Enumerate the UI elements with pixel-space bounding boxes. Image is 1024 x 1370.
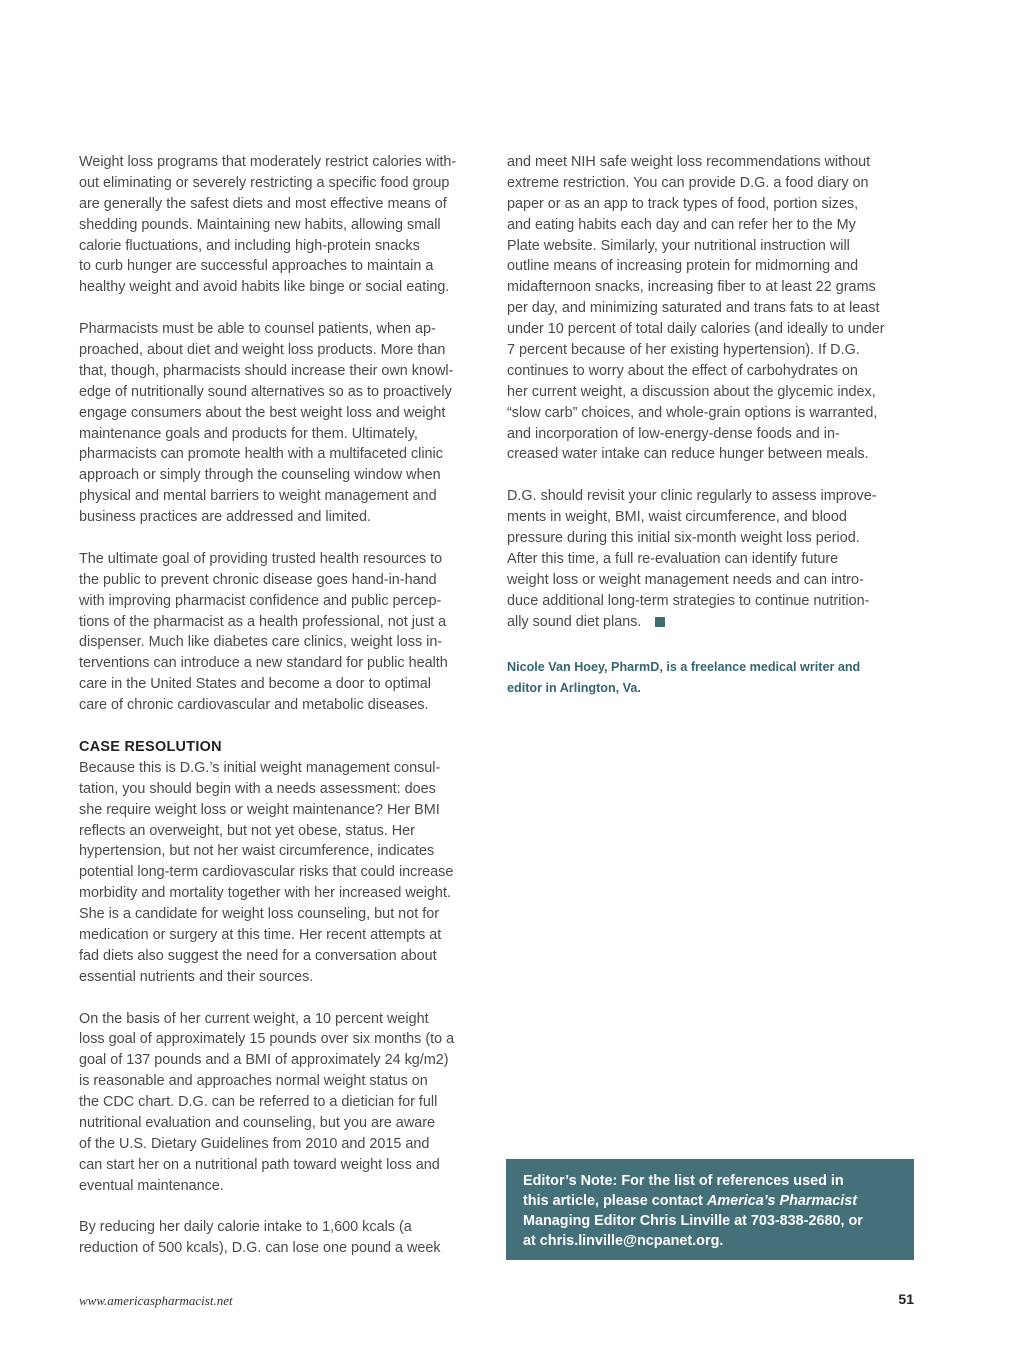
section-heading-case-resolution: CASE RESOLUTION: [79, 738, 222, 755]
footer-website-url: www.americaspharmacist.net: [79, 1293, 233, 1308]
text-line: shedding pounds. Maintaining new habits, allowing small: [79, 216, 441, 233]
left-column: [79, 152, 491, 1280]
text-line: outline means of increasing protein for midmorning and: [507, 258, 859, 275]
text-line: ally sound diet plans.: [507, 613, 642, 630]
paragraph-pharmacists-counsel: [79, 319, 491, 528]
text-line: her current weight, a discussion about the glycemic index,: [507, 383, 876, 400]
text-line: reflects an overweight, but not yet obese, status. Her: [79, 822, 415, 839]
text-line: healthy weight and avoid habits like binge or social eating.: [79, 279, 450, 296]
text-line: care of chronic cardiovascular and metabolic diseases.: [79, 697, 429, 714]
text-line: dispenser. Much like diabetes care clinics, weight loss in-: [79, 634, 443, 651]
author-bio-line: Nicole Van Hoey, PharmD, is a freelance medical writer and: [507, 660, 861, 674]
text-line: reduction of 500 kcals), D.G. can lose one pound a week: [79, 1240, 441, 1257]
editors-note-line: Editor’s Note: For the list of references used in: [523, 1173, 844, 1189]
editors-note-line: Managing Editor Chris Linville at 703-838-2680, or: [523, 1213, 863, 1229]
text-line: physical and mental barriers to weight management and: [79, 488, 437, 505]
text-line: fad diets also suggest the need for a conversation about: [79, 947, 437, 964]
text-line: “slow carb” choices, and whole-grain options is warranted,: [507, 404, 878, 421]
text-line: nutritional evaluation and counseling, but you are aware: [79, 1114, 436, 1131]
text-line: weight loss or weight management needs and can intro-: [507, 571, 864, 588]
editors-note-line: [523, 1191, 898, 1211]
author-bio: [507, 657, 917, 699]
text-line: business practices are addressed and limited.: [79, 509, 371, 526]
text-line: 7 percent because of her existing hypertension). If D.G.: [507, 342, 860, 359]
end-of-article-square-icon: [655, 617, 665, 627]
text-line: She is a candidate for weight loss counseling, but not for: [79, 906, 439, 923]
text-line: edge of nutritionally sound alternatives so as to proactively: [79, 383, 452, 400]
text-line: and meet NIH safe weight loss recommendations without: [507, 154, 871, 170]
text-line: with improving pharmacist confidence and public percep-: [79, 592, 442, 609]
text-line: The ultimate goal of providing trusted health resources to: [79, 550, 443, 567]
text-line-last: [507, 612, 917, 633]
text-line: the public to prevent chronic disease goes hand-in-hand: [79, 571, 437, 588]
text-line: engage consumers about the best weight loss and weight: [79, 404, 446, 421]
text-line: approach or simply through the counseling window when: [79, 467, 441, 484]
text-line: care in the United States and become a door to optimal: [79, 676, 431, 693]
text-line: proached, about diet and weight loss products. More than: [79, 342, 446, 359]
paragraph-weight-loss-programs: [79, 152, 491, 298]
text-line: hypertension, but not her waist circumference, indicates: [79, 843, 435, 860]
text-line: potential long-term cardiovascular risks that could increase: [79, 864, 454, 881]
editors-note-box: [506, 1159, 914, 1260]
text-line: Weight loss programs that moderately restrict calories with-: [79, 154, 457, 170]
text-line: calorie fluctuations, and including high-protein snacks: [79, 237, 420, 254]
text-line: pharmacists can promote health with a multifaceted clinic: [79, 446, 443, 463]
text-line: eventual maintenance.: [79, 1177, 224, 1194]
text-line: of the U.S. Dietary Guidelines from 2010 and 2015 and: [79, 1135, 430, 1152]
publication-title: America’s Pharmacist: [706, 1193, 858, 1209]
text-line: medication or surgery at this time. Her recent attempts at: [79, 926, 442, 943]
text-line: tation, you should begin with a needs assessment: does: [79, 780, 436, 797]
text-line: goal of 137 pounds and a BMI of approximately 24 kg/m2): [79, 1052, 449, 1069]
text-line: continues to worry about the effect of carbohydrates on: [507, 362, 858, 379]
paragraph-calorie-reduction: [79, 1217, 491, 1259]
paragraph-revisit-clinic: [507, 486, 917, 632]
text-line: to curb hunger are successful approaches to maintain a: [79, 258, 434, 275]
text-line: midafternoon snacks, increasing fiber to at least 22 grams: [507, 279, 876, 296]
paragraph-nih-recommendations: [507, 152, 917, 465]
text-line: creased water intake can reduce hunger between meals.: [507, 446, 869, 463]
text-line: tions of the pharmacist as a health professional, not just a: [79, 613, 447, 630]
text-line: she require weight loss or weight maintenance? Her BMI: [79, 801, 440, 818]
text-line: duce additional long-term strategies to continue nutrition-: [507, 592, 870, 609]
text-line: per day, and minimizing saturated and trans fats to at least: [507, 300, 880, 317]
text-line: terventions can introduce a new standard for public health: [79, 655, 448, 672]
text-line: that, though, pharmacists should increase their own knowl-: [79, 362, 454, 379]
text-line: Because this is D.G.’s initial weight management consul-: [79, 759, 441, 776]
text-line: are generally the safest diets and most effective means of: [79, 195, 447, 212]
text-line: After this time, a full re-evaluation can identify future: [507, 550, 839, 567]
text-line: and eating habits each day and can refer her to the My: [507, 216, 856, 233]
text-line: and incorporation of low-energy-dense foods and in-: [507, 425, 840, 442]
text-line: On the basis of her current weight, a 10 percent weight: [79, 1010, 429, 1027]
text-line: out eliminating or severely restricting a specific food group: [79, 174, 450, 191]
text-line: By reducing her daily calorie intake to 1,600 kcals (a: [79, 1219, 412, 1236]
editors-note-text: this article, please contact: [523, 1193, 707, 1209]
text-line: Plate website. Similarly, your nutritional instruction will: [507, 237, 850, 254]
editors-note-line: at chris.linville@ncpanet.org.: [523, 1233, 724, 1249]
paragraph-ultimate-goal: [79, 549, 491, 716]
text-line: pressure during this initial six-month weight loss period.: [507, 530, 860, 547]
paragraph-weight-goal: [79, 1009, 491, 1197]
text-line: ments in weight, BMI, waist circumference, and blood: [507, 509, 847, 526]
text-line: Pharmacists must be able to counsel patients, when ap-: [79, 321, 436, 338]
text-line: paper or as an app to track types of food, portion sizes,: [507, 195, 859, 212]
text-line: can start her on a nutritional path toward weight loss and: [79, 1156, 440, 1173]
text-line: essential nutrients and their sources.: [79, 968, 314, 985]
page-number: 51: [898, 1291, 914, 1307]
text-line: D.G. should revisit your clinic regularly to assess improve-: [507, 488, 877, 505]
text-line: maintenance goals and products for them. Ultimately,: [79, 425, 418, 442]
text-line: loss goal of approximately 15 pounds over six months (to a: [79, 1031, 455, 1048]
right-column: [507, 152, 917, 653]
text-line: under 10 percent of total daily calories (and ideally to under: [507, 321, 885, 338]
text-line: extreme restriction. You can provide D.G. a food diary on: [507, 174, 869, 191]
text-line: morbidity and mortality together with her increased weight.: [79, 885, 451, 902]
text-line: the CDC chart. D.G. can be referred to a dietician for full: [79, 1094, 438, 1111]
paragraph-case-resolution: [79, 758, 491, 988]
text-line: is reasonable and approaches normal weight status on: [79, 1073, 428, 1090]
author-bio-line: editor in Arlington, Va.: [507, 680, 641, 695]
